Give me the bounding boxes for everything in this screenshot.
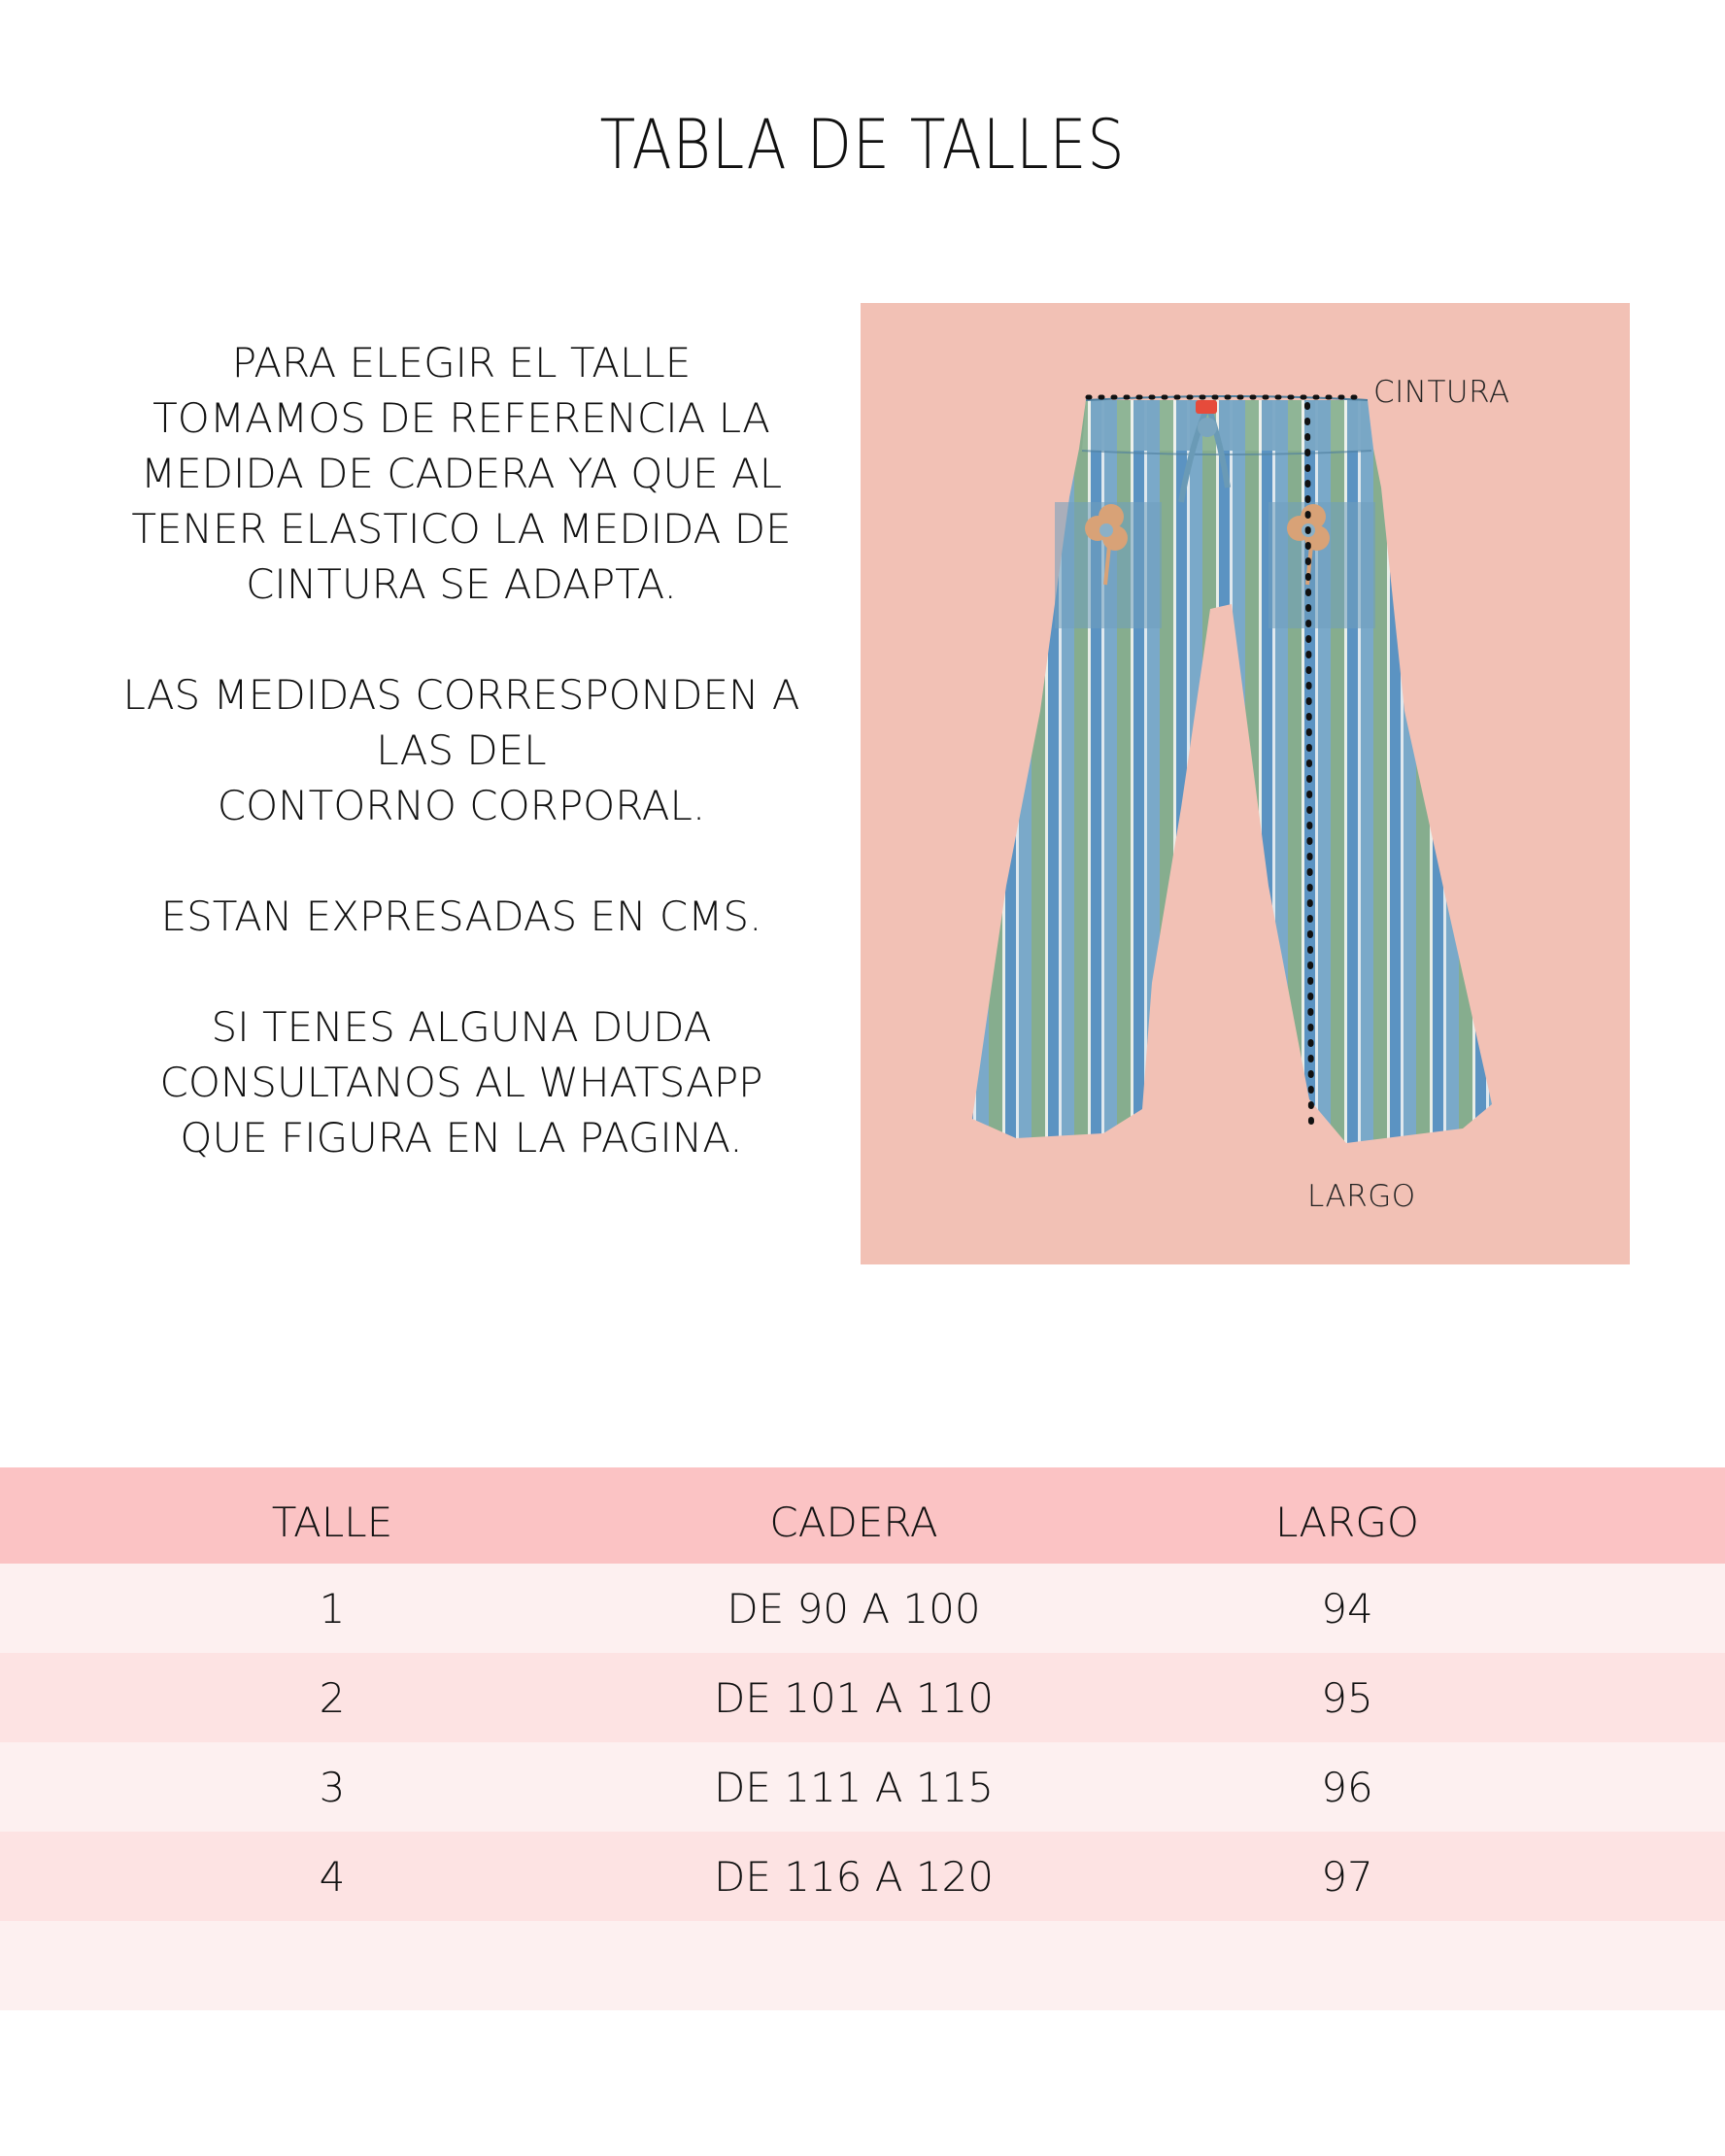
pants-measurement-photo — [861, 303, 1630, 1264]
table-row — [0, 1832, 1725, 1921]
table-row-empty — [0, 1921, 1725, 2010]
size-cell: 1 — [319, 1584, 346, 1633]
hip-cell: DE 90 A 100 — [727, 1584, 981, 1633]
instruction-paragraph: ESTAN EXPRESADAS EN CMS. — [160, 893, 762, 940]
size-cell: 2 — [319, 1673, 346, 1722]
column-header-size: TALLE — [271, 1499, 393, 1546]
size-cell: 3 — [319, 1763, 346, 1811]
instruction-paragraph: PARA ELEGIR EL TALLE TOMAMOS DE REFERENCIA LA MEDIDA DE CADERA YA QUE AL TENER ELASTICO LA MEDIDA DE CINTURA SE ADAPTA. — [131, 339, 792, 608]
hip-cell: DE 116 A 120 — [714, 1852, 994, 1901]
hip-cell: DE 101 A 110 — [714, 1673, 994, 1722]
length-cell: 97 — [1321, 1852, 1373, 1901]
length-label: LARGO — [1307, 1179, 1416, 1214]
hip-cell: DE 111 A 115 — [714, 1763, 994, 1811]
table-row — [0, 1742, 1725, 1832]
column-header-hip: CADERA — [769, 1499, 938, 1546]
size-cell: 4 — [319, 1852, 346, 1901]
column-header-length: LARGO — [1275, 1499, 1419, 1546]
length-cell: 96 — [1321, 1763, 1373, 1811]
striped-pants-illustration — [861, 303, 1630, 1264]
table-header-row — [0, 1467, 1725, 1564]
table-row — [0, 1653, 1725, 1742]
instruction-paragraph: SI TENES ALGUNA DUDA CONSULTANOS AL WHATSAPP QUE FIGURA EN LA PAGINA. — [159, 1003, 763, 1162]
instruction-paragraph: LAS MEDIDAS CORRESPONDEN A LAS DEL CONTORNO CORPORAL. — [122, 671, 800, 829]
length-cell: 94 — [1321, 1584, 1373, 1633]
size-guide-instructions — [107, 335, 816, 1221]
length-cell: 95 — [1321, 1673, 1373, 1722]
table-row — [0, 1564, 1725, 1653]
waist-label: CINTURA — [1373, 375, 1510, 410]
size-chart-table — [0, 1467, 1725, 2010]
page-title: TABLA DE TALLES — [599, 105, 1126, 185]
